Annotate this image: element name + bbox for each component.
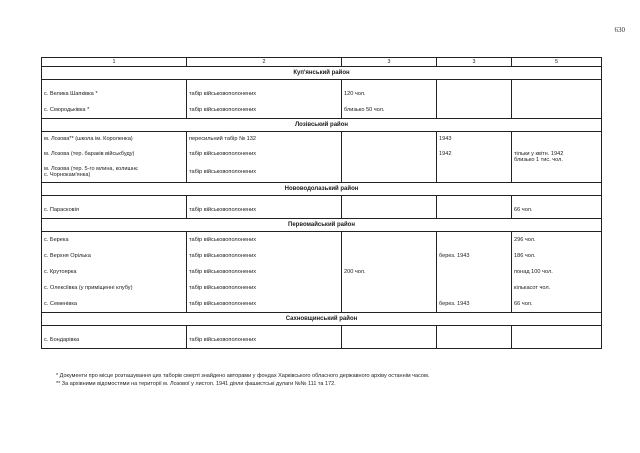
- count-cell: 120 чол.: [342, 86, 437, 102]
- footnote-1: * Документи про місце розташування цих таборів смерті знайдено авторами у фондах Харківського обласного державного архіву останнім часом.: [56, 373, 430, 379]
- type-cell: табір військовополонених: [187, 264, 342, 280]
- note-cell: [512, 332, 602, 349]
- date-cell: [437, 202, 512, 219]
- section-header-lozova: [42, 119, 602, 132]
- table-row: [42, 264, 602, 280]
- type-cell: табір військовополонених: [187, 146, 342, 162]
- place-cell: м. Лозова (тер. бараків військбуду): [42, 146, 187, 162]
- header-col-4: 3: [437, 58, 512, 67]
- page-number: 630: [614, 26, 625, 34]
- place-cell: м. Лозова** (школа ім. Короленка): [42, 132, 187, 147]
- note-cell: 296 чол.: [512, 232, 602, 249]
- footnote-2: ** За архівними відомостями на території м. Лозової у листоп. 1941 діяли фашистські дулаги №№ 111 та 172.: [56, 381, 336, 387]
- date-cell: [437, 102, 512, 119]
- header-col-3: 3: [342, 58, 437, 67]
- section-header-novovodolazhskyi: [42, 183, 602, 196]
- type-cell: табір військовополонених: [187, 332, 342, 349]
- header-col-2: 2: [187, 58, 342, 67]
- date-cell: [437, 232, 512, 249]
- table-row: [42, 102, 602, 119]
- header-col-1: 1: [42, 58, 187, 67]
- table-row: [42, 280, 602, 296]
- table-row: [42, 132, 602, 147]
- type-cell: табір військовополонених: [187, 86, 342, 102]
- section-title: Сахновщинський район: [42, 313, 602, 326]
- table-row: [42, 86, 602, 102]
- place-cell: с. Смородьківка *: [42, 102, 187, 119]
- section-title: Первомайський район: [42, 219, 602, 232]
- date-cell: [437, 280, 512, 296]
- date-cell: [437, 162, 512, 183]
- section-header-kupiansk: [42, 67, 602, 80]
- place-line: м. Лозова (тер. 5-го млина, колишнє: [44, 165, 138, 172]
- note-line: близько 1 тис. чол.: [514, 157, 563, 163]
- section-title: Куп'янський район: [42, 67, 602, 80]
- note-cell: [512, 86, 602, 102]
- header-row: [42, 58, 602, 67]
- type-cell: табір військовополонених: [187, 248, 342, 264]
- place-cell: с. Парасковія: [42, 202, 187, 219]
- note-cell: [512, 102, 602, 119]
- count-cell: [342, 202, 437, 219]
- date-cell: [437, 264, 512, 280]
- type-cell: табір військовополонених: [187, 202, 342, 219]
- merged-count-cell: 200 чол.: [342, 232, 437, 313]
- type-cell: пересильний табір № 132: [187, 132, 342, 147]
- place-cell: с. Берека: [42, 232, 187, 249]
- date-cell: берез. 1943: [437, 248, 512, 264]
- section-title: Нововодолазький район: [42, 183, 602, 196]
- camps-table: [41, 57, 602, 349]
- type-cell: табір військовополонених: [187, 280, 342, 296]
- date-cell: 1943: [437, 132, 512, 147]
- date-cell: 1942: [437, 146, 512, 162]
- date-cell: берез. 1943: [437, 296, 512, 313]
- place-cell: с. Олексіївка (у приміщенні клубу): [42, 280, 187, 296]
- table-row: [42, 296, 602, 313]
- note-cell: 66 чол.: [512, 296, 602, 313]
- table-row: [42, 232, 602, 249]
- place-cell: [42, 162, 187, 183]
- place-cell: с. Бондарівка: [42, 332, 187, 349]
- place-cell: с. Верхня Орілька: [42, 248, 187, 264]
- note-cell: кількасот чол.: [512, 280, 602, 296]
- note-line: тільки у квітн. 1942: [514, 150, 564, 157]
- type-cell: табір військовополонених: [187, 232, 342, 249]
- note-cell: понад 100 чол.: [512, 264, 602, 280]
- table-row: [42, 248, 602, 264]
- note-cell: 186 чол.: [512, 248, 602, 264]
- merged-note-cell: [512, 132, 602, 183]
- date-cell: [437, 332, 512, 349]
- place-cell: с. Семенівка: [42, 296, 187, 313]
- note-cell: 66 чол.: [512, 202, 602, 219]
- table-row: [42, 332, 602, 349]
- table-row: [42, 202, 602, 219]
- place-cell: с. Велика Шапківка *: [42, 86, 187, 102]
- count-cell: [342, 132, 437, 183]
- footnotes: [56, 372, 616, 388]
- section-header-sakhnovshchynskyi: [42, 313, 602, 326]
- header-col-5: 5: [512, 58, 602, 67]
- count-cell: близько 50 чол.: [342, 102, 437, 119]
- count-cell: [342, 332, 437, 349]
- section-header-pervomaiskyi: [42, 219, 602, 232]
- type-cell: табір військовополонених: [187, 296, 342, 313]
- date-cell: [437, 86, 512, 102]
- type-cell: табір військовополонених: [187, 162, 342, 183]
- place-cell: с. Крутоярка: [42, 264, 187, 280]
- section-title: Лозівський район: [42, 119, 602, 132]
- place-line: с. Чорнокам'янка): [44, 172, 91, 178]
- type-cell: табір військовополонених: [187, 102, 342, 119]
